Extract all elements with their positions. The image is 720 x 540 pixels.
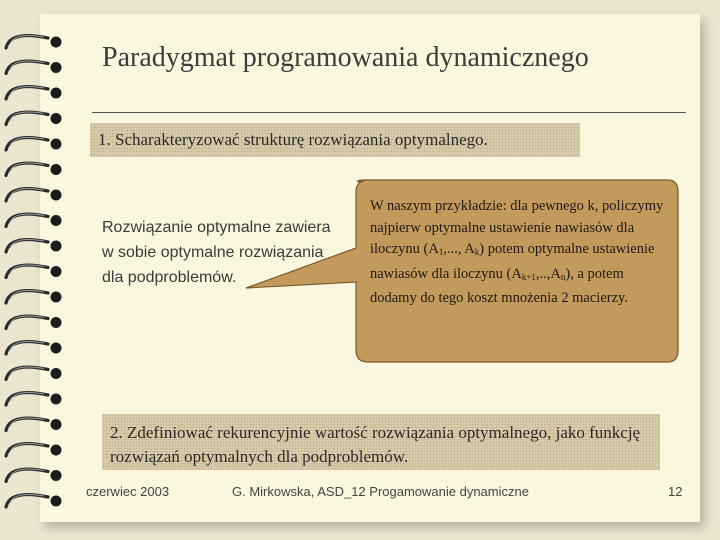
step2-box — [102, 414, 660, 470]
footer-page-number: 12 — [668, 484, 683, 499]
step1-text: 1. Scharakteryzować strukturę rozwiązania optymalnego. — [98, 130, 488, 149]
footer-date: czerwiec 2003 — [86, 484, 170, 499]
slide-title: Paradygmat programowania dynamicznego — [102, 42, 589, 73]
step2-text: 2. Zdefiniować rekurencyjnie wartość rozwiązania optymalnego, jako funkcję rozwiązań optymalnych dla podproblemów. — [110, 423, 641, 466]
callout-text: W naszym przykładzie: dla pewnego k, policzymy najpierw optymalne ustawienie nawiasów dla iloczynu ($A_1$,..., $A_k$) potem optymalne ustawienie nawiasów dla iloczynu $(A_{k+1},..,A_n)$, a potem dodamy do tego koszt mnożenia 2 macierzy. — [370, 198, 664, 306]
footer-author: G. Mirkowska, ASD_12 Progamowanie dynamiczne — [232, 484, 529, 499]
left-statement: Rozwiązanie optymalne zawiera w sobie optymalne rozwiązania dla podproblemów. — [102, 219, 331, 286]
